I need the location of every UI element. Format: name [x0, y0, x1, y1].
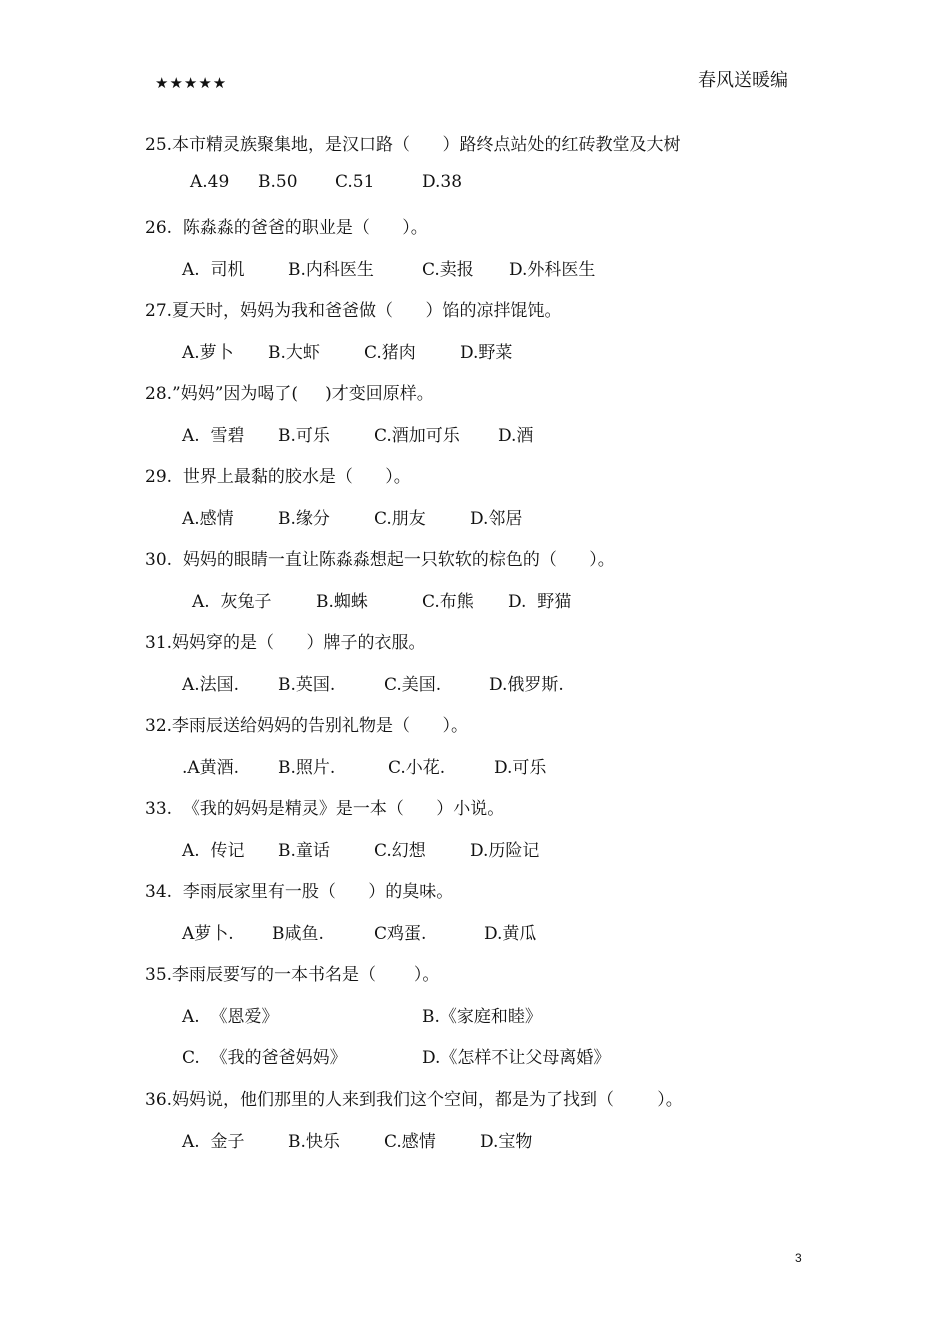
- option-c: C.小花.: [388, 758, 446, 778]
- question-27: 27.夏天时，妈妈为我和爸爸做（ ）馅的凉拌馄饨。: [145, 301, 562, 321]
- option-a: A.萝卜: [182, 343, 234, 363]
- options-36: [182, 1127, 533, 1247]
- option-a: .A黄酒.: [182, 758, 240, 778]
- option-a: A. 司机: [182, 260, 245, 280]
- option-a: A. 灰兔子: [192, 592, 272, 612]
- option-d: D.俄罗斯.: [489, 675, 564, 695]
- option-c: C.幻想: [374, 841, 426, 861]
- option-c: C.感情: [384, 1132, 436, 1152]
- option-b: B.蜘蛛: [316, 592, 368, 612]
- question-25: 25.本市精灵族聚集地，是汉口路（ ）路终点站处的红砖教堂及大树: [145, 135, 681, 155]
- question-28: 28.”妈妈”因为喝了( )才变回原样。: [145, 384, 434, 404]
- option-c: C.酒加可乐: [374, 426, 460, 446]
- option-c: C鸡蛋.: [374, 924, 427, 944]
- option-a: A. 雪碧: [182, 426, 245, 446]
- option-d: D.外科医生: [509, 260, 596, 280]
- option-b: B.《家庭和睦》: [422, 1007, 542, 1027]
- option-a: A.49: [190, 172, 230, 192]
- option-c: C.美国.: [384, 675, 442, 695]
- question-30: 30. 妈妈的眼睛一直让陈淼淼想起一只软软的棕色的（ ）。: [145, 550, 615, 570]
- editor-credit: 春风送暖编: [698, 70, 788, 91]
- option-b: B.童话: [278, 841, 330, 861]
- option-d: D.酒: [498, 426, 534, 446]
- question-29: 29. 世界上最黏的胶水是（ ）。: [145, 467, 411, 487]
- option-c: C.朋友: [374, 509, 426, 529]
- option-a: A. 金子: [182, 1132, 245, 1152]
- option-c: C.布熊: [422, 592, 474, 612]
- question-32: 32.李雨辰送给妈妈的告别礼物是（ ）。: [145, 716, 468, 736]
- question-26: 26. 陈淼淼的爸爸的职业是（ ）。: [145, 218, 428, 238]
- option-d: D.可乐: [494, 758, 547, 778]
- option-b: B.照片.: [278, 758, 336, 778]
- option-d: D. 野猫: [508, 592, 572, 612]
- option-d: D.《怎样不让父母离婚》: [422, 1048, 611, 1068]
- question-35: 35.李雨辰要写的一本书名是（ ）。: [145, 965, 440, 985]
- question-36: 36.妈妈说，他们那里的人来到我们这个空间，都是为了找到（ ）。: [145, 1090, 683, 1110]
- option-d: D.野菜: [460, 343, 513, 363]
- option-b: B.英国.: [278, 675, 336, 695]
- option-b: B咸鱼.: [272, 924, 324, 944]
- option-a: A.感情: [182, 509, 234, 529]
- option-d: D.邻居: [470, 509, 523, 529]
- rating-stars: ★★★★★: [155, 74, 228, 92]
- option-a: A.法国.: [182, 675, 240, 695]
- option-b: B.缘分: [278, 509, 330, 529]
- option-d: D.38: [422, 172, 463, 192]
- option-a: A. 传记: [182, 841, 245, 861]
- option-b: B.内科医生: [288, 260, 374, 280]
- option-b: B.可乐: [278, 426, 330, 446]
- option-c: C.51: [335, 172, 375, 192]
- option-c: C. 《我的爸爸妈妈》: [182, 1048, 347, 1068]
- option-d: D.历险记: [470, 841, 540, 861]
- option-b: B.快乐: [288, 1132, 340, 1152]
- option-b: B.大虾: [268, 343, 320, 363]
- question-34: 34. 李雨辰家里有一股（ ）的臭味。: [145, 882, 454, 902]
- option-a: A. 《恩爱》: [182, 1007, 279, 1027]
- question-31: 31.妈妈穿的是（ ）牌子的衣服。: [145, 633, 426, 653]
- question-33: 33. 《我的妈妈是精灵》是一本（ ）小说。: [145, 799, 505, 819]
- option-c: C.猪肉: [364, 343, 416, 363]
- option-a: A萝卜.: [182, 924, 234, 944]
- option-c: C.卖报: [422, 260, 474, 280]
- option-d: D.宝物: [480, 1132, 533, 1152]
- option-d: D.黄瓜: [484, 924, 537, 944]
- page-number: 3: [795, 1251, 802, 1265]
- option-b: B.50: [258, 172, 298, 192]
